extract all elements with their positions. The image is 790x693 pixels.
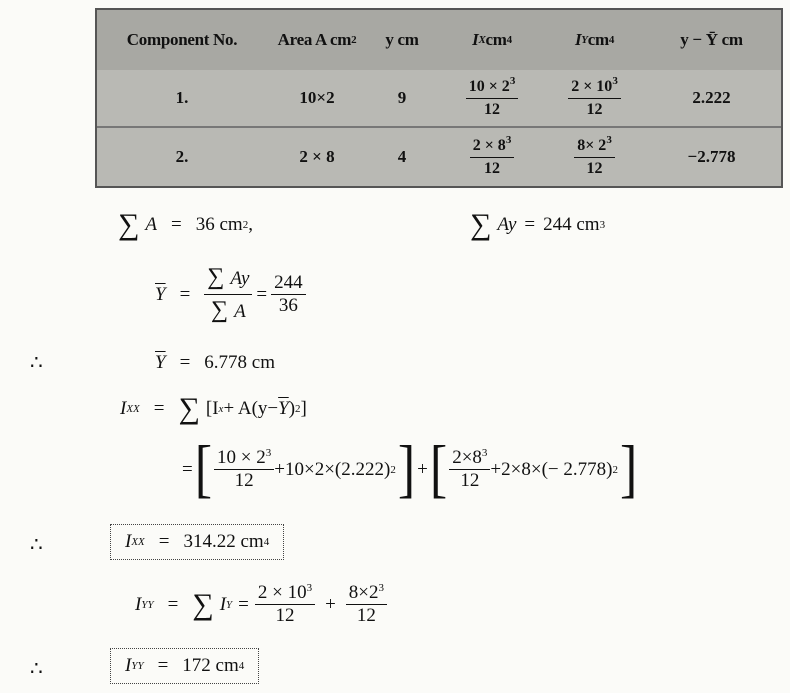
expand-frac2-num-text: 2×8 [452, 447, 482, 468]
ixx-formula-close: ] [300, 398, 307, 419]
row1-component [97, 70, 267, 126]
row2-ix [437, 126, 547, 186]
equals-sign: = [167, 593, 179, 615]
header-deviation-text: y − Ȳ cm [680, 30, 743, 49]
ybar-numeric-den: 36 [278, 295, 298, 316]
row1-deviation [642, 70, 781, 126]
ybar-fraction-num [204, 262, 252, 295]
ybar-num-text: Ay [230, 268, 250, 289]
iyy-symbol: I [135, 593, 142, 615]
row2-ix-num-exp: 3 [505, 133, 512, 146]
iyy-fraction-1-num [255, 582, 315, 605]
equals-sign: = [179, 352, 191, 373]
header-component [97, 10, 267, 70]
expand-term-1: +10×2×(2.222) [274, 458, 391, 480]
header-iy-symbol: I [574, 30, 582, 49]
iyy-result-box: I YY = 172 cm 4 [110, 648, 259, 684]
left-bracket-2: [ [429, 433, 448, 506]
row2-ix-fraction [470, 135, 515, 180]
row2-y-text: 4 [397, 147, 407, 166]
equals-sign: = [171, 214, 182, 235]
row1-y [367, 70, 437, 126]
sum-area-value: 36 cm [195, 214, 243, 235]
header-y [367, 10, 437, 70]
iy-symbol: I [219, 593, 227, 615]
header-area: Area A cm 2 [267, 10, 367, 70]
sigma-symbol: ∑ [178, 392, 200, 425]
sigma-symbol: ∑ [207, 264, 225, 290]
ixx-result-value: 314.22 cm [183, 531, 264, 552]
sigma-symbol: ∑ [118, 208, 140, 241]
row2-iy-denominator: 12 [586, 159, 603, 177]
ybar-den-text: A [234, 301, 246, 322]
ybar-symbol: $\overline{Y}$ [155, 352, 166, 373]
row1-ix-num-text: 10 × 2 [468, 77, 510, 95]
ybar-fraction [204, 262, 252, 327]
row1-iy-fraction [568, 76, 621, 121]
ybar-fraction-den [211, 295, 246, 327]
moment-of-inertia-table [95, 8, 783, 188]
sum-area-comma: , [248, 214, 253, 235]
row1-iy-numerator [568, 76, 621, 99]
iyy-fraction-2-num [346, 582, 387, 605]
row1-ix-num-exp: 3 [509, 74, 516, 87]
ixx-formula-line: I XX = ∑ [I x + A(y− $\overline{Y}$ ) 2 ] [120, 392, 307, 425]
row1-ix-fraction [466, 76, 519, 121]
header-iy-unit: cm [587, 30, 609, 49]
row2-iy-fraction [574, 135, 615, 180]
ixx-symbol: I [120, 398, 127, 419]
therefore-symbol: ∴ [30, 658, 43, 680]
ixx-symbol: I [125, 531, 132, 552]
header-y-text: y cm [385, 30, 419, 49]
sum-ay-line: ∑ Ay = 244 cm 3 [470, 208, 606, 241]
expand-fraction-1-num [214, 447, 274, 470]
sigma-symbol: ∑ [192, 587, 214, 621]
ybar-value: 6.778 cm [204, 352, 276, 373]
therefore-symbol: ∴ [30, 534, 43, 556]
iyy-fraction-2 [346, 582, 387, 627]
sum-area-label: A [145, 214, 157, 235]
row1-iy-denominator: 12 [586, 100, 603, 118]
iyy-frac2-exp: 3 [378, 582, 385, 594]
row1-deviation-text: 2.222 [692, 88, 731, 107]
row1-ix [437, 70, 547, 126]
equals-sign: = [157, 655, 169, 676]
row2-area-text: 2 × 8 [299, 147, 335, 166]
ixx-formula-body: + A(y− [223, 398, 279, 419]
row1-area [267, 70, 367, 126]
row2-iy [547, 126, 642, 186]
header-ix-unit: cm [485, 30, 507, 49]
header-component-text: Component No. [126, 30, 238, 49]
iyy-result-value: 172 cm [182, 655, 239, 676]
equals-sign: = [158, 531, 170, 552]
row1-ix-denominator: 12 [484, 100, 500, 118]
ybar-symbol: $\overline{Y}$ [155, 283, 166, 305]
right-bracket-1: ] [397, 433, 416, 506]
expand-fraction-1-den: 12 [234, 470, 254, 491]
ybar-value-line [155, 352, 275, 374]
row2-component [97, 126, 267, 186]
equals-sign: = [179, 283, 191, 305]
row2-y [367, 126, 437, 186]
equals-sign: = [153, 398, 165, 419]
header-iy: I Y cm 4 [547, 10, 642, 70]
equals-sign: = [182, 458, 193, 480]
iyy-fraction-1-den: 12 [275, 605, 295, 626]
row1-iy-num-text: 2 × 10 [571, 77, 613, 95]
plus-sign: + [325, 593, 336, 615]
header-ix-symbol: I [472, 30, 479, 49]
row2-deviation-text: −2.778 [687, 147, 736, 166]
sum-area-line: ∑ A = 36 cm 2 , [118, 208, 253, 241]
header-area-text: Area A cm [277, 30, 352, 49]
expand-fraction-2-num [449, 447, 490, 470]
expand-fraction-2-den: 12 [460, 470, 480, 491]
row2-deviation [642, 126, 781, 186]
expand-fraction-1 [214, 447, 274, 492]
plus-sign: + [417, 458, 428, 480]
sum-ay-label: Ay [497, 214, 517, 235]
ybar-symbol: $\overline{Y}$ [278, 398, 289, 419]
header-ix: I X cm 4 [437, 10, 547, 70]
expand-term-2: +2×8×(− 2.778) [490, 458, 613, 480]
row2-ix-denominator: 12 [484, 159, 500, 177]
equals-sign: = [238, 593, 249, 615]
iyy-frac1-num-text: 2 × 10 [257, 582, 307, 603]
iyy-fraction-2-den: 12 [356, 605, 376, 626]
row1-component-text: 1. [175, 88, 189, 107]
row2-iy-num-text: 8× 2 [577, 136, 607, 154]
ybar-numeric-fraction [271, 272, 306, 317]
expand-frac1-num-text: 10 × 2 [217, 447, 266, 468]
iyy-frac2-num-text: 8×2 [348, 582, 379, 603]
ixx-formula-paren: ) [288, 398, 296, 419]
equals-sign: = [524, 214, 536, 235]
row1-iy-num-exp: 3 [612, 74, 618, 87]
row2-ix-numerator [470, 135, 515, 158]
ybar-formula-line [155, 262, 306, 327]
row1-area-text: 10×2 [299, 88, 335, 107]
expand-fraction-2 [449, 447, 490, 492]
ixx-expanded-line: = [ $\frac{10 \times 2^3}{12}$ +10×2×(2.222) 2 ] + [ $\frac{2\times 8^3}{12}$ +2×8×(− 2.778) 2 ] [182, 433, 638, 506]
equals-sign: = [256, 283, 268, 305]
sigma-symbol: ∑ [210, 297, 229, 323]
sum-ay-value: 244 cm [543, 214, 600, 235]
row2-iy-num-exp: 3 [606, 133, 612, 146]
row2-iy-numerator [574, 135, 615, 158]
ybar-numeric-num: 244 [271, 272, 306, 295]
left-bracket-1: [ [194, 433, 213, 506]
expand-frac1-exp: 3 [265, 447, 272, 459]
right-bracket-2: ] [619, 433, 638, 506]
row1-y-text: 9 [397, 88, 407, 107]
row2-component-text: 2. [175, 147, 189, 166]
iyy-symbol: I [125, 655, 132, 676]
iyy-formula-line: I YY = ∑ I Y = $\frac{2 \times 10^3}{12}$ + $\frac{8\times 2^3}{12}$ [135, 582, 387, 627]
ixx-result-box: I XX = 314.22 cm 4 [110, 524, 284, 560]
sigma-symbol: ∑ [470, 208, 492, 241]
expand-frac2-exp: 3 [481, 447, 488, 459]
therefore-symbol: ∴ [30, 352, 43, 374]
row2-area [267, 126, 367, 186]
ixx-formula-open: [I [205, 398, 219, 419]
iyy-frac1-exp: 3 [306, 582, 313, 594]
header-deviation [642, 10, 781, 70]
iyy-fraction-1 [255, 582, 315, 627]
row1-iy [547, 70, 642, 126]
row1-ix-numerator [466, 76, 519, 99]
row2-ix-num-text: 2 × 8 [472, 136, 506, 154]
